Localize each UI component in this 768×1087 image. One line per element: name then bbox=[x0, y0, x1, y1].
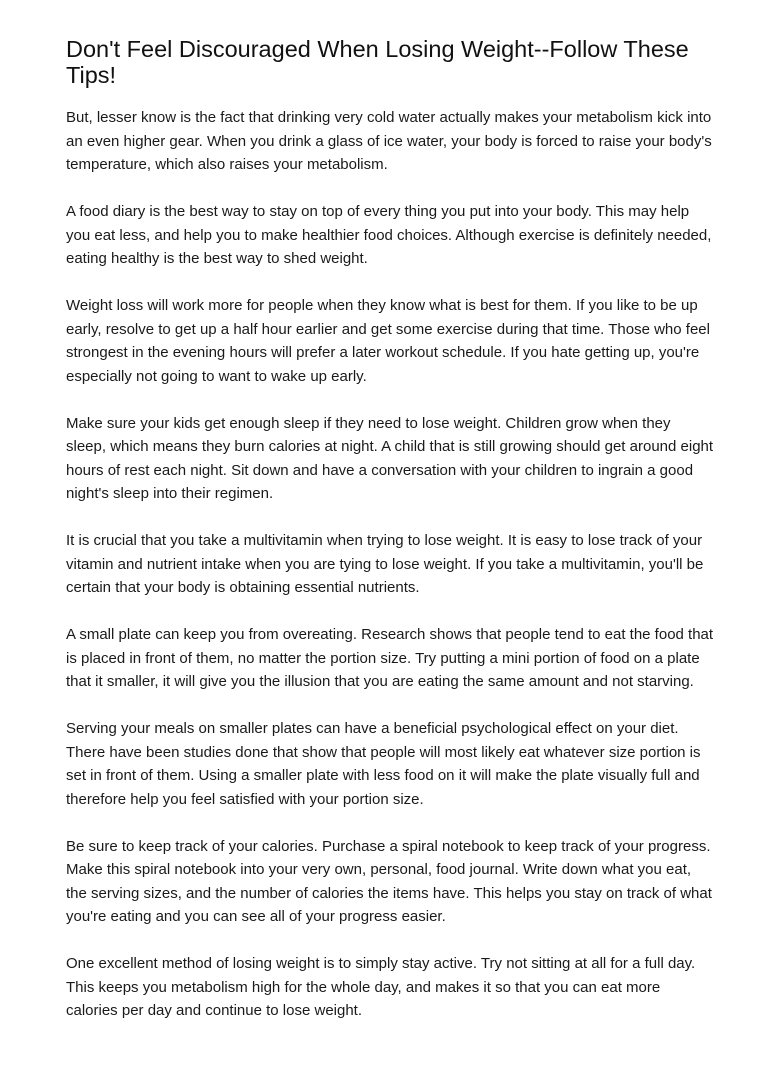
document-title: Don't Feel Discouraged When Losing Weight--Follow These Tips! bbox=[66, 36, 689, 88]
paragraph-multivitamin: It is crucial that you take a multivitamin when trying to lose weight. It is easy to lose track of your vitamin and nutrient intake when you are tying to lose weight. If you take a multivitamin, you'll be certain that your body is obtaining essential nutrients. bbox=[66, 532, 704, 596]
paragraph-track-calories: Be sure to keep track of your calories. Purchase a spiral notebook to keep track of your progress. Make this spiral notebook into your very own, personal, food journal. Write down what you eat, the serving sizes, and the number of calories the items have. This helps you stay on track of what you're eating and you can see all of your progress easier. bbox=[66, 837, 712, 925]
paragraph-food-diary: A food diary is the best way to stay on top of every thing you put into your body. This may help you eat less, and help you to make healthier food choices. Although exercise is definitely needed, eating healthy is the best way to shed weight. bbox=[66, 203, 712, 267]
document-page bbox=[66, 36, 714, 1046]
paragraph-smaller-plates: Serving your meals on smaller plates can have a beneficial psychological effect on your diet. There have been studies done that show that people will most likely eat whatever size portion is set in front of them. Using a smaller plate with less food on it will make the plate visually full and therefore help you feel satisfied with your portion size. bbox=[66, 720, 701, 808]
paragraph-workout-schedule: Weight loss will work more for people when they know what is best for them. If you like to be up early, resolve to get up a half hour earlier and get some exercise during that time. Those who feel strongest in the evening hours will prefer a later workout schedule. If you hate getting up, you're especially not going to want to wake up early. bbox=[66, 297, 710, 385]
paragraph-cold-water: But, lesser know is the fact that drinking very cold water actually makes your metabolism kick into an even higher gear. When you drink a glass of ice water, your body is forced to raise your body's temperature, which also raises your metabolism. bbox=[66, 109, 712, 173]
paragraph-small-plate: A small plate can keep you from overeating. Research shows that people tend to eat the food that is placed in front of them, no matter the portion size. Try putting a mini portion of food on a plate that it smaller, it will give you the illusion that you are eating the same amount and not starving. bbox=[66, 626, 714, 690]
paragraph-stay-active: One excellent method of losing weight is to simply stay active. Try not sitting at all for a full day. This keeps you metabolism high for the whole day, and makes it so that you can eat more calories per day and continue to lose weight. bbox=[66, 955, 696, 1019]
paragraph-kids-sleep: Make sure your kids get enough sleep if they need to lose weight. Children grow when they sleep, which means they burn calories at night. A child that is still growing should get around eight hours of rest each night. Sit down and have a conversation with your children to ingrain a good night's sleep into their regimen. bbox=[66, 414, 714, 502]
